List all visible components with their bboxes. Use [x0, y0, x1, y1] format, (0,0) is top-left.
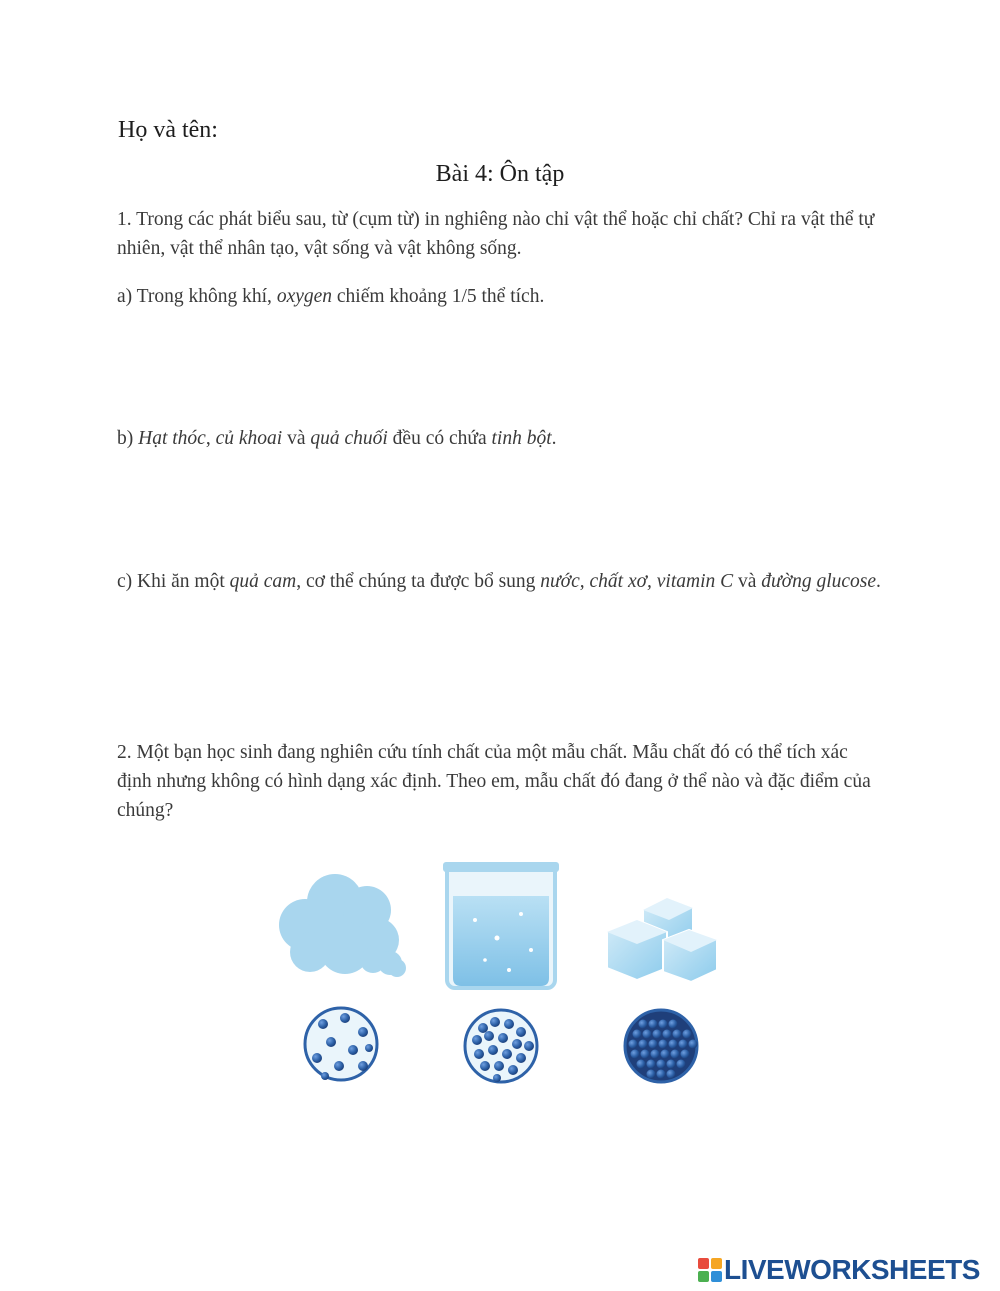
q1c-end: .	[876, 571, 881, 592]
q1c-italic-term-2: nước, chất xơ, vitamin C	[540, 571, 734, 592]
question-1c	[117, 567, 887, 596]
question-1-text: 1. Trong các phát biểu sau, từ (cụm từ) in nghiêng nào chỉ vật thể hoặc chỉ chất? Chỉ ra vật thể tự nhiên, vật thể nhân tạo, vật sống và vật không sống.	[117, 209, 875, 259]
q1a-prefix: a) Trong không khí,	[117, 286, 277, 307]
q1b-end: .	[551, 428, 557, 449]
brand-name: LIVEWORKSHEETS	[724, 1254, 980, 1285]
liquid-particles-icon	[465, 1010, 537, 1082]
q1c-mid: , cơ thể chúng ta được bổ sung	[296, 571, 541, 592]
question-1b	[117, 424, 887, 453]
q1a-suffix: chiếm khoảng 1/5 thể tích.	[332, 286, 545, 307]
question-1a	[117, 282, 887, 311]
page-title: Bài 4: Ôn tập	[435, 161, 565, 187]
q1b-sep-2: và	[282, 428, 311, 449]
liquid-beaker-icon	[443, 862, 559, 988]
states-of-matter-illustration	[265, 840, 735, 1092]
q1a-italic-term: oxygen	[276, 286, 333, 307]
q1b-prefix: b)	[117, 428, 139, 449]
q1c-prefix: c) Khi ăn một	[117, 571, 230, 592]
q1c-italic-term-1: quả cam	[229, 571, 297, 592]
solid-ice-cubes-icon	[607, 898, 717, 982]
q1c-italic-term-3: đường glucose	[761, 571, 877, 592]
gas-particles-icon	[305, 1008, 377, 1080]
q1b-sep-1: ,	[205, 428, 216, 449]
q1c-and: và	[733, 571, 762, 592]
q1b-italic-term-2: củ khoai	[215, 428, 283, 449]
q1b-italic-term-1: Hạt thóc	[138, 428, 206, 449]
solid-particles-icon	[625, 1010, 698, 1082]
name-label: Họ và tên:	[118, 117, 218, 143]
q1b-italic-term-4: tinh bột	[491, 428, 552, 449]
q1b-sep-3: đều có chứa	[387, 428, 492, 449]
liveworksheets-brand	[698, 1254, 980, 1286]
liveworksheets-logo-icon	[698, 1258, 722, 1282]
q1b-italic-term-3: quả chuối	[310, 428, 388, 449]
question-2-text: 2. Một bạn học sinh đang nghiên cứu tính chất của một mẫu chất. Mẫu chất đó có thể tích xác định nhưng không có hình dạng xác định. Theo em, mẫu chất đó đang ở thể nào và đặc điểm của chúng?	[117, 742, 871, 821]
gas-cloud-icon	[279, 874, 406, 977]
